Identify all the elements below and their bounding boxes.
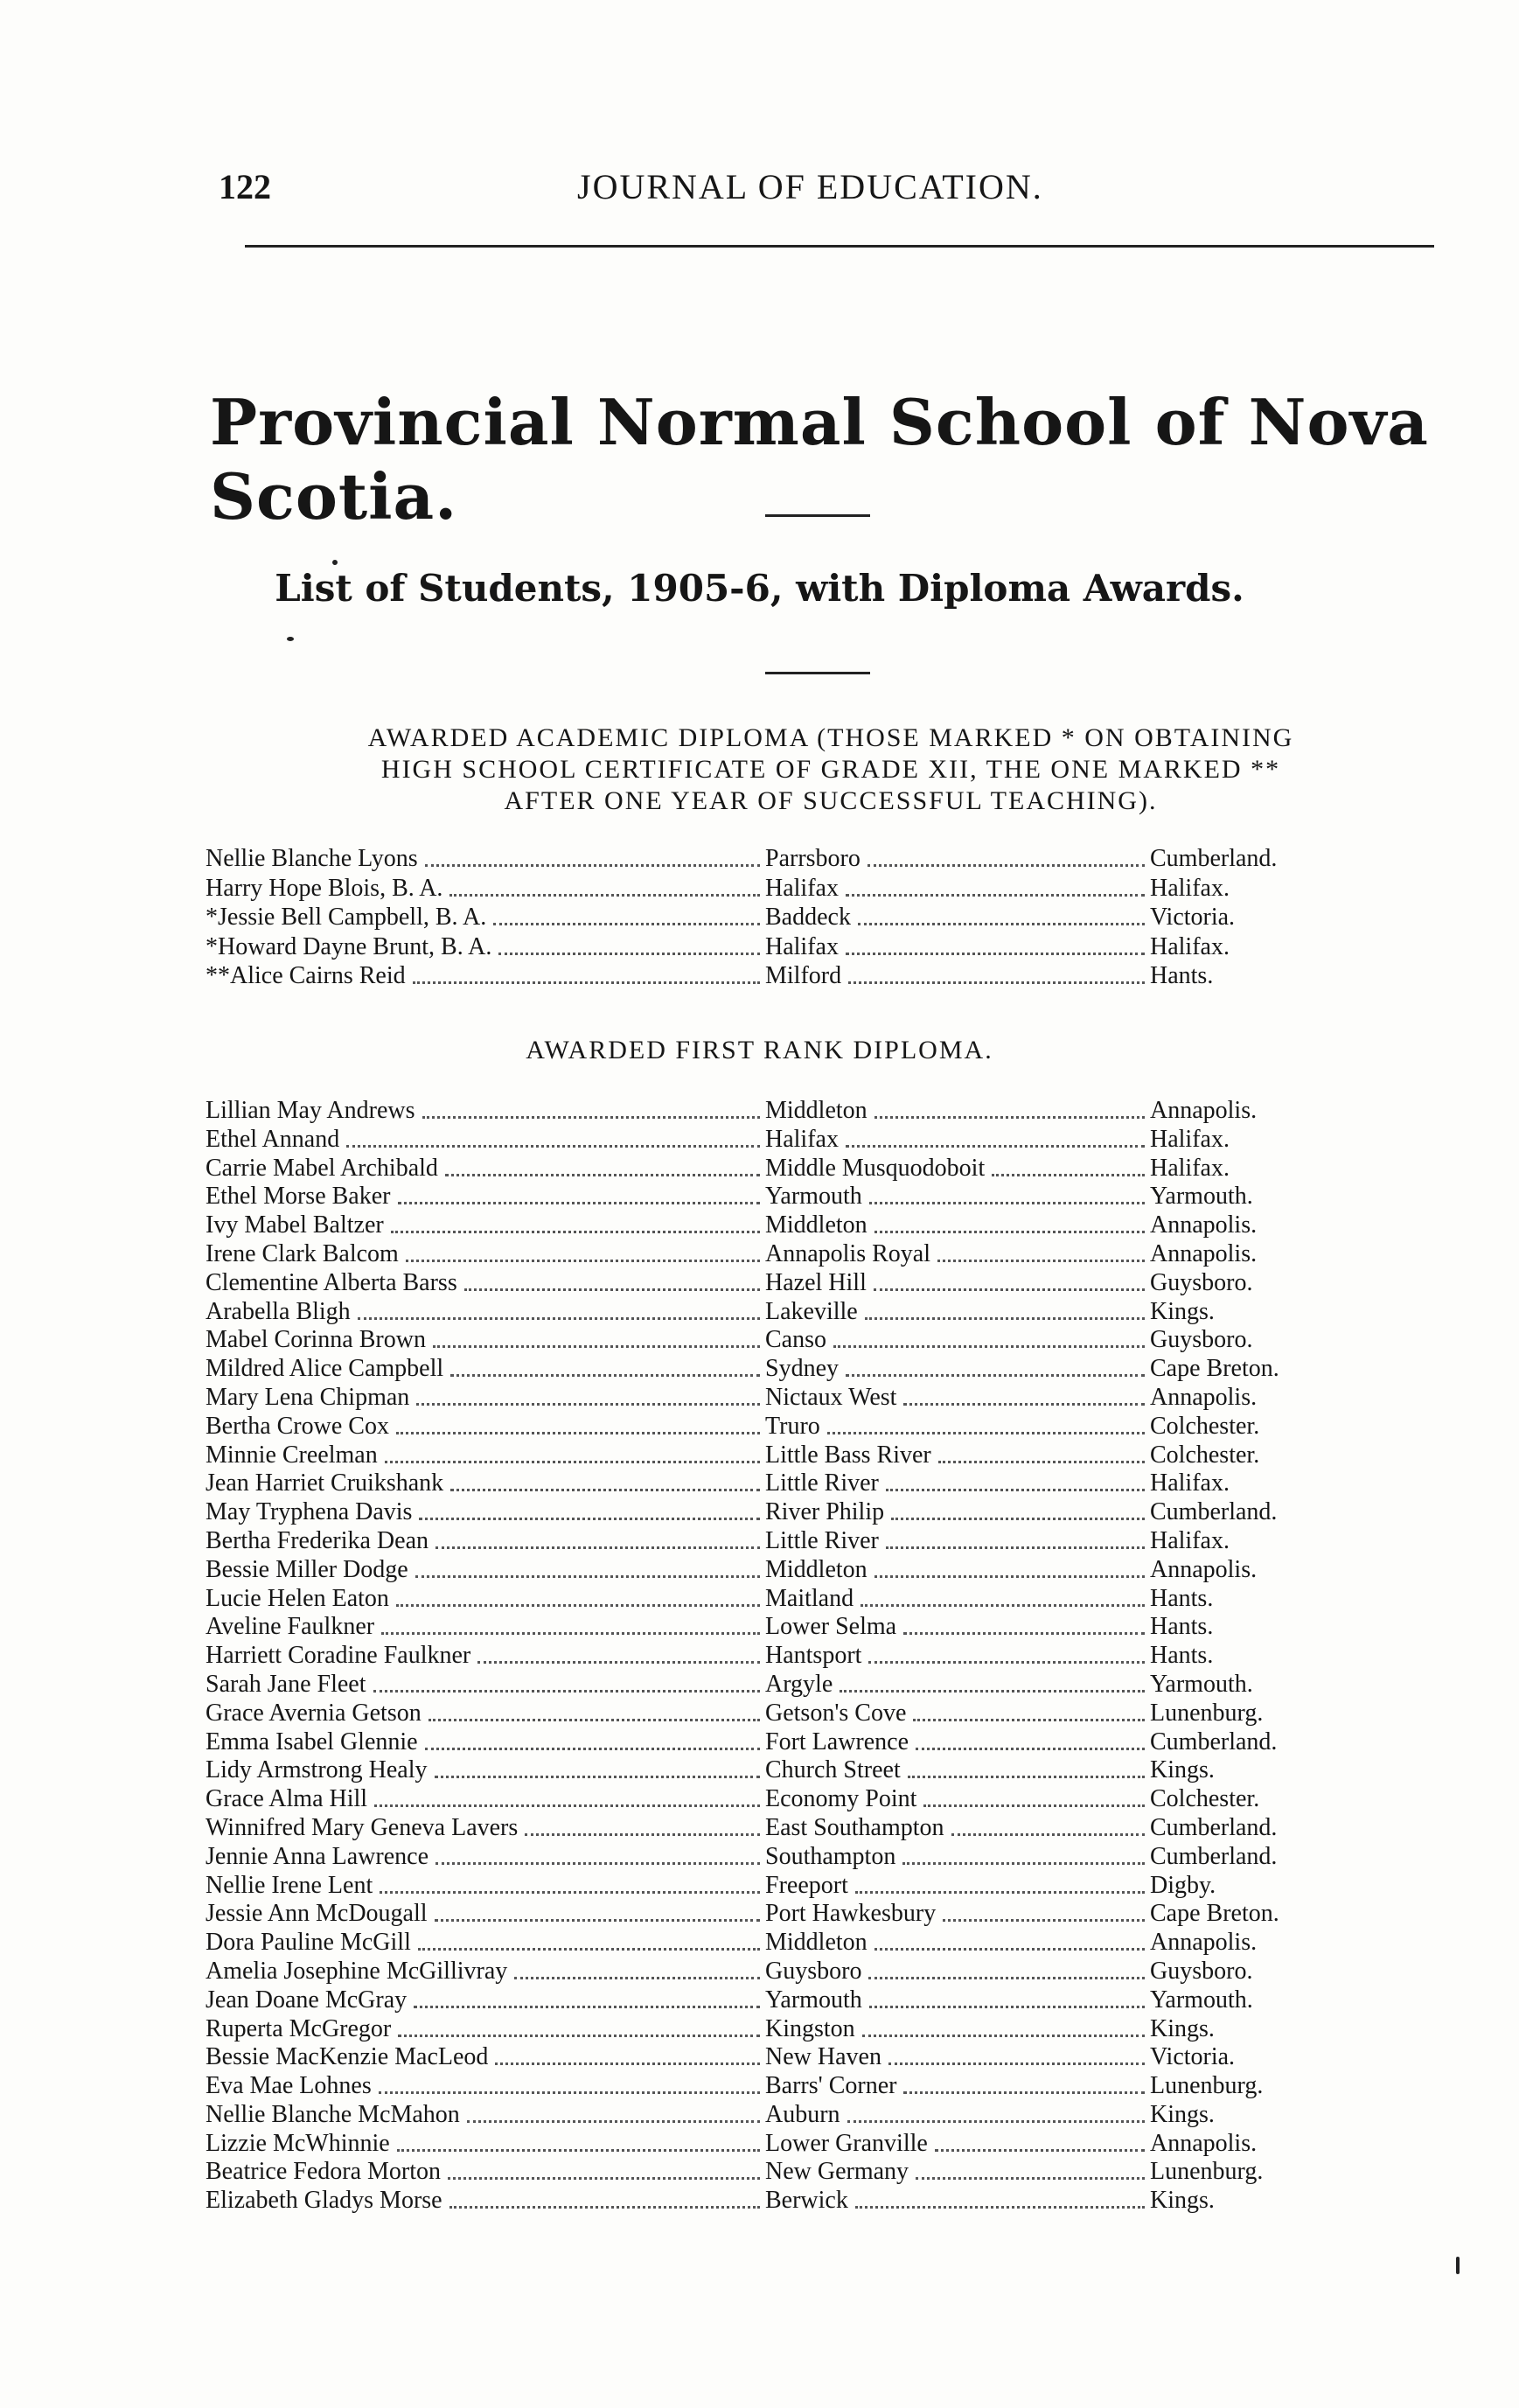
student-row	[206, 1413, 1342, 1441]
dot-leader	[379, 2091, 760, 2094]
title-divider	[765, 514, 870, 517]
student-county: Colchester.	[1150, 1412, 1260, 1440]
header-rule	[245, 245, 1434, 248]
student-row	[206, 1929, 1342, 1958]
dot-leader	[840, 1690, 1145, 1693]
dot-leader	[833, 1345, 1145, 1348]
student-row	[206, 1298, 1342, 1327]
student-town: Little Bass River	[765, 1441, 931, 1469]
subtitle-divider	[765, 672, 870, 674]
student-county: Halifax.	[1150, 1526, 1230, 1554]
student-row	[206, 2158, 1342, 2187]
student-row	[206, 1326, 1342, 1355]
student-row	[206, 1585, 1342, 1614]
student-name: Ivy Mabel Baltzer	[206, 1211, 384, 1239]
student-row	[206, 2072, 1342, 2101]
student-row	[206, 1126, 1342, 1155]
student-county: Cape Breton.	[1150, 1900, 1279, 1928]
student-row	[206, 2101, 1342, 2130]
student-town: Port Hawkesbury	[765, 1900, 937, 1928]
student-town: Annapolis Royal	[765, 1239, 930, 1267]
dot-leader	[874, 1231, 1145, 1233]
student-county: Hants.	[1150, 1584, 1214, 1612]
student-name: Nellie Irene Lent	[206, 1871, 373, 1899]
student-town: Southampton	[765, 1842, 896, 1870]
student-row	[206, 1527, 1342, 1556]
student-row	[206, 1155, 1342, 1183]
dot-leader	[380, 1891, 760, 1894]
student-name: Sarah Jane Fleet	[206, 1670, 366, 1698]
student-row	[206, 1441, 1342, 1470]
student-county: Guysboro.	[1150, 1957, 1253, 1985]
dot-leader	[525, 1833, 760, 1836]
dot-leader	[435, 1776, 760, 1778]
student-county: Victoria.	[1150, 2043, 1236, 2071]
student-town: Economy Point	[765, 1785, 917, 1813]
dot-leader	[346, 1145, 760, 1148]
student-town: Freeport	[765, 1871, 848, 1899]
student-name: Lidy Armstrong Healy	[206, 1756, 428, 1784]
dot-leader	[414, 2006, 760, 2008]
dot-leader	[903, 1632, 1145, 1635]
journal-title: JOURNAL OF EDUCATION.	[577, 167, 1043, 206]
dot-leader	[874, 1116, 1145, 1119]
dot-leader	[445, 1174, 760, 1176]
student-county: Yarmouth.	[1150, 1183, 1253, 1211]
student-row	[206, 2187, 1342, 2216]
dot-leader	[398, 1202, 760, 1204]
student-name: Mabel Corinna Brown	[206, 1326, 426, 1354]
running-head	[219, 166, 1443, 219]
dot-leader	[391, 1231, 760, 1233]
student-county: Cumberland.	[1150, 1842, 1278, 1870]
student-name: Jean Doane McGray	[206, 1986, 408, 2014]
student-row	[206, 1958, 1342, 1986]
student-town: Milford	[765, 962, 842, 989]
student-town: Lakeville	[765, 1297, 858, 1325]
dot-leader	[435, 1546, 760, 1549]
student-name: Clementine Alberta Barss	[206, 1268, 457, 1296]
student-row	[206, 1240, 1342, 1269]
student-county: Cumberland.	[1150, 1727, 1278, 1755]
dot-leader	[874, 1288, 1145, 1291]
student-town: Lower Selma	[765, 1613, 897, 1641]
student-county: Cumberland.	[1150, 1498, 1278, 1526]
student-county: Annapolis.	[1150, 1555, 1258, 1583]
dot-leader	[869, 2006, 1145, 2008]
student-name: Nellie Blanche Lyons	[206, 845, 418, 872]
student-row	[206, 1671, 1342, 1700]
student-county: Hants.	[1150, 1613, 1214, 1641]
student-name: Bessie MacKenzie MacLeod	[206, 2043, 489, 2071]
student-town: Halifax	[765, 932, 839, 960]
dot-leader	[396, 1604, 760, 1607]
student-row	[206, 1700, 1342, 1728]
student-county: Kings.	[1150, 1756, 1215, 1784]
dot-leader	[413, 981, 760, 984]
dot-leader	[869, 1202, 1145, 1204]
student-name: *Howard Dayne Brunt, B. A.	[206, 932, 492, 960]
student-county: Annapolis.	[1150, 1097, 1258, 1124]
dot-leader	[464, 1288, 760, 1291]
student-county: Annapolis.	[1150, 1211, 1258, 1239]
dot-leader	[435, 1862, 760, 1865]
dot-leader	[937, 1260, 1145, 1262]
student-row	[206, 1211, 1342, 1240]
dot-leader	[908, 1776, 1145, 1778]
dot-leader	[855, 2206, 1145, 2209]
dot-leader	[406, 1260, 760, 1262]
dot-leader	[419, 1518, 760, 1520]
first-rank-heading: AWARDED FIRST RANK DIPLOMA.	[526, 1036, 993, 1064]
student-county: Guysboro.	[1150, 1326, 1253, 1354]
student-town: Hantsport	[765, 1642, 862, 1670]
dot-leader	[422, 1116, 760, 1119]
student-name: Harry Hope Blois, B. A.	[206, 874, 443, 902]
dot-leader	[888, 2063, 1145, 2065]
page-number: 122	[219, 167, 271, 206]
academic-section-caption	[236, 722, 1425, 817]
student-county: Halifax.	[1150, 1469, 1230, 1497]
student-town: Barrs' Corner	[765, 2072, 897, 2100]
student-name: Minnie Creelman	[206, 1441, 378, 1469]
student-row	[206, 1384, 1342, 1413]
student-town: Middleton	[765, 1211, 868, 1239]
student-name: Mary Lena Chipman	[206, 1383, 410, 1411]
dot-leader	[868, 864, 1145, 867]
student-county: Lunenburg.	[1150, 2158, 1264, 2186]
dot-leader	[846, 953, 1145, 955]
student-county: Cumberland.	[1150, 845, 1278, 872]
student-name: Winnifred Mary Geneva Lavers	[206, 1813, 519, 1841]
student-name: Lizzie McWhinnie	[206, 2129, 390, 2157]
student-name: May Tryphena Davis	[206, 1498, 413, 1526]
page-title: Provincial Normal School of Nova Scotia.	[210, 385, 1429, 534]
student-row	[206, 1900, 1342, 1929]
student-county: Annapolis.	[1150, 1383, 1258, 1411]
dot-leader	[846, 1145, 1145, 1148]
dot-leader	[498, 953, 760, 955]
dot-leader	[868, 1661, 1145, 1664]
student-town: East Southampton	[765, 1813, 944, 1841]
student-town: River Philip	[765, 1498, 885, 1526]
student-row	[206, 1843, 1342, 1872]
dot-leader	[448, 2177, 760, 2180]
student-county: Kings.	[1150, 2187, 1215, 2215]
student-row	[206, 2015, 1342, 2044]
student-county: Yarmouth.	[1150, 1986, 1253, 2014]
student-row	[206, 1785, 1342, 1814]
student-name: Bessie Miller Dodge	[206, 1555, 408, 1583]
dot-leader	[425, 864, 760, 867]
student-town: Fort Lawrence	[765, 1727, 909, 1755]
student-name: Beatrice Fedora Morton	[206, 2158, 442, 2186]
scan-speck	[332, 560, 338, 565]
student-town: Sydney	[765, 1355, 839, 1383]
student-row	[206, 1986, 1342, 2015]
dot-leader	[425, 1748, 760, 1750]
dot-leader	[868, 1977, 1145, 1979]
student-row	[206, 904, 1342, 933]
student-name: Ethel Annand	[206, 1125, 340, 1153]
student-town: Guysboro	[765, 1957, 862, 1985]
student-county: Hants.	[1150, 962, 1214, 989]
dot-leader	[992, 1174, 1145, 1176]
student-town: Yarmouth	[765, 1183, 862, 1211]
student-county: Lunenburg.	[1150, 1699, 1264, 1727]
dot-leader	[433, 1345, 760, 1348]
student-name: Ethel Morse Baker	[206, 1183, 391, 1211]
student-town: Church Street	[765, 1756, 901, 1784]
dot-leader	[418, 1948, 760, 1951]
student-name: *Jessie Bell Campbell, B. A.	[206, 904, 487, 931]
student-name: Arabella Bligh	[206, 1297, 351, 1325]
dot-leader	[358, 1317, 760, 1320]
student-town: Yarmouth	[765, 1986, 862, 2014]
dot-leader	[477, 1661, 760, 1664]
student-county: Halifax.	[1150, 1125, 1230, 1153]
student-row	[206, 1498, 1342, 1527]
student-name: Elizabeth Gladys Morse	[206, 2187, 442, 2215]
dot-leader	[846, 1374, 1145, 1377]
student-name: Lucie Helen Eaton	[206, 1584, 389, 1612]
dot-leader	[886, 1489, 1145, 1491]
caption-line: HIGH SCHOOL CERTIFICATE OF GRADE XII, THE ONE MARKED **	[380, 755, 1281, 784]
student-row	[206, 845, 1342, 875]
student-county: Hants.	[1150, 1642, 1214, 1670]
student-county: Annapolis.	[1150, 2129, 1258, 2157]
student-row	[206, 1469, 1342, 1498]
student-town: Little River	[765, 1526, 879, 1554]
student-town: Middleton	[765, 1555, 868, 1583]
dot-leader	[493, 923, 760, 925]
dot-leader	[861, 1604, 1145, 1607]
student-town: Berwick	[765, 2187, 848, 2215]
student-town: Hazel Hill	[765, 1268, 867, 1296]
dot-leader	[886, 1546, 1145, 1549]
student-county: Kings.	[1150, 2014, 1215, 2042]
student-county: Yarmouth.	[1150, 1670, 1253, 1698]
student-name: Amelia Josephine McGillivray	[206, 1957, 508, 1985]
dot-leader	[865, 1317, 1145, 1320]
student-town: Auburn	[765, 2100, 840, 2128]
student-county: Colchester.	[1150, 1441, 1260, 1469]
student-town: Maitland	[765, 1584, 854, 1612]
dot-leader	[916, 1748, 1145, 1750]
dot-leader	[381, 1632, 760, 1635]
dot-leader	[467, 2120, 760, 2123]
dot-leader	[938, 1461, 1145, 1463]
student-row	[206, 875, 1342, 904]
student-county: Victoria.	[1150, 904, 1236, 931]
student-county: Kings.	[1150, 2100, 1215, 2128]
student-row	[206, 1756, 1342, 1785]
dot-leader	[874, 1948, 1145, 1951]
dot-leader	[449, 894, 760, 897]
student-name: Dora Pauline McGill	[206, 1929, 411, 1957]
student-name: Carrie Mabel Archibald	[206, 1154, 438, 1182]
dot-leader	[848, 981, 1145, 984]
student-name: Grace Avernia Getson	[206, 1699, 422, 1727]
student-name: **Alice Cairns Reid	[206, 962, 406, 989]
dot-leader	[951, 1833, 1145, 1836]
student-row	[206, 1728, 1342, 1757]
student-name: Bertha Frederika Dean	[206, 1526, 429, 1554]
caption-line: AWARDED ACADEMIC DIPLOMA (THOSE MARKED * ON OBTAINING	[367, 723, 1294, 752]
dot-leader	[416, 1403, 760, 1406]
student-town: Truro	[765, 1412, 820, 1440]
student-town: Little River	[765, 1469, 879, 1497]
student-row	[206, 1642, 1342, 1671]
student-county: Halifax.	[1150, 932, 1230, 960]
dot-leader	[415, 1575, 760, 1578]
student-row	[206, 2130, 1342, 2159]
dot-leader	[903, 2091, 1145, 2094]
student-town: Parrsboro	[765, 845, 861, 872]
student-county: Digby.	[1150, 1871, 1216, 1899]
student-name: Eva Mae Lohnes	[206, 2072, 372, 2100]
student-row	[206, 2043, 1342, 2072]
dot-leader	[874, 1575, 1145, 1578]
student-row	[206, 1556, 1342, 1585]
student-row	[206, 1097, 1342, 1126]
student-name: Lillian May Andrews	[206, 1097, 415, 1124]
dot-leader	[855, 1891, 1145, 1894]
dot-leader	[913, 1719, 1145, 1721]
dot-leader	[450, 1374, 760, 1377]
student-town: Kingston	[765, 2014, 855, 2042]
dot-leader	[827, 1432, 1145, 1434]
dot-leader	[398, 2035, 760, 2037]
student-name: Bertha Crowe Cox	[206, 1412, 389, 1440]
dot-leader	[943, 1919, 1145, 1922]
student-town: Middle Musquodoboit	[765, 1154, 986, 1182]
student-row	[206, 1183, 1342, 1211]
student-county: Guysboro.	[1150, 1268, 1253, 1296]
student-town: Baddeck	[765, 904, 851, 931]
student-county: Colchester.	[1150, 1785, 1260, 1813]
student-name: Nellie Blanche McMahon	[206, 2100, 460, 2128]
dot-leader	[397, 2149, 760, 2152]
dot-leader	[435, 1919, 760, 1922]
page-subtitle: List of Students, 1905-6, with Diploma Awards.	[275, 567, 1244, 610]
student-county: Kings.	[1150, 1297, 1215, 1325]
student-town: New Germany	[765, 2158, 909, 2186]
caption-line: AFTER ONE YEAR OF SUCCESSFUL TEACHING).	[504, 786, 1158, 815]
student-row	[206, 1872, 1342, 1901]
student-name: Jennie Anna Lawrence	[206, 1842, 429, 1870]
student-name: Mildred Alice Campbell	[206, 1355, 444, 1383]
student-row	[206, 1355, 1342, 1384]
dot-leader	[902, 1862, 1145, 1865]
student-name: Aveline Faulkner	[206, 1613, 375, 1641]
student-town: Lower Granville	[765, 2129, 928, 2157]
student-name: Jessie Ann McDougall	[206, 1900, 428, 1928]
dot-leader	[891, 1518, 1145, 1520]
dot-leader	[858, 923, 1145, 925]
student-row	[206, 1269, 1342, 1298]
dot-leader	[923, 1804, 1145, 1807]
scan-speck	[287, 637, 294, 641]
dot-leader	[514, 1977, 760, 1979]
student-row	[206, 962, 1342, 992]
dot-leader	[429, 1719, 760, 1721]
student-row	[206, 1613, 1342, 1642]
first-rank-list	[206, 1097, 1342, 2216]
dot-leader	[374, 1804, 760, 1807]
student-name: Jean Harriet Cruikshank	[206, 1469, 444, 1497]
scan-speck	[1456, 2257, 1460, 2274]
dot-leader	[495, 2063, 760, 2065]
dot-leader	[903, 1403, 1145, 1406]
dot-leader	[846, 894, 1145, 897]
student-county: Annapolis.	[1150, 1929, 1258, 1957]
student-name: Irene Clark Balcom	[206, 1239, 399, 1267]
student-town: New Haven	[765, 2043, 881, 2071]
student-town: Halifax	[765, 1125, 839, 1153]
student-name: Grace Alma Hill	[206, 1785, 368, 1813]
student-town: Halifax	[765, 874, 839, 902]
academic-diploma-list	[206, 845, 1342, 992]
student-row	[206, 933, 1342, 963]
student-county: Halifax.	[1150, 1154, 1230, 1182]
student-town: Nictaux West	[765, 1383, 897, 1411]
student-name: Ruperta McGregor	[206, 2014, 392, 2042]
dot-leader	[449, 2206, 760, 2209]
student-town: Getson's Cove	[765, 1699, 907, 1727]
student-town: Argyle	[765, 1670, 833, 1698]
dot-leader	[385, 1461, 760, 1463]
student-county: Cape Breton.	[1150, 1355, 1279, 1383]
dot-leader	[862, 2035, 1145, 2037]
dot-leader	[847, 2120, 1145, 2123]
student-town: Middleton	[765, 1929, 868, 1957]
student-town: Canso	[765, 1326, 826, 1354]
dot-leader	[396, 1432, 760, 1434]
student-county: Halifax.	[1150, 874, 1230, 902]
dot-leader	[935, 2149, 1145, 2152]
student-county: Cumberland.	[1150, 1813, 1278, 1841]
student-county: Lunenburg.	[1150, 2072, 1264, 2100]
student-name: Harriett Coradine Faulkner	[206, 1642, 471, 1670]
student-town: Middleton	[765, 1097, 868, 1124]
student-row	[206, 1814, 1342, 1843]
student-name: Emma Isabel Glennie	[206, 1727, 418, 1755]
dot-leader	[373, 1690, 760, 1693]
dot-leader	[916, 2177, 1145, 2180]
student-county: Annapolis.	[1150, 1239, 1258, 1267]
dot-leader	[450, 1489, 760, 1491]
